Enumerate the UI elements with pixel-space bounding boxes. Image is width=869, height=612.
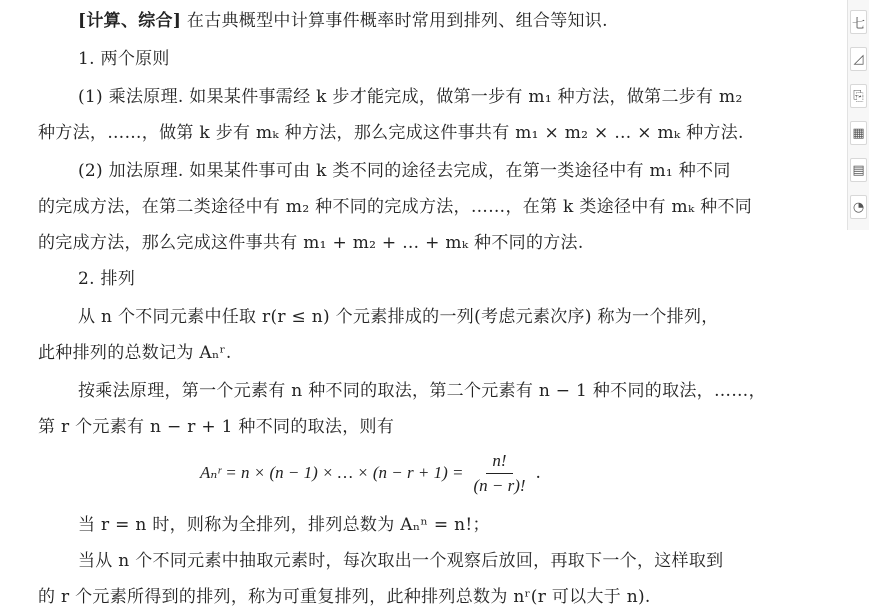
formula-denominator: (n − r)!: [473, 475, 526, 495]
clock-icon[interactable]: ◔: [850, 195, 867, 219]
repeated-permutation-line-2: 的 r 个元素所得到的排列，称为可重复排列，此种排列总数为 nʳ(r 可以大于 n).: [38, 587, 651, 607]
document-icon[interactable]: ▤: [850, 158, 867, 182]
multiplication-principle-line-1: (1) 乘法原理. 如果某件事需经 k 步才能完成，做第一步有 m₁ 种方法，做第二步有 m₂: [78, 87, 743, 107]
addition-principle-line-2: 的完成方法，在第二类途径中有 m₂ 种不同的完成方法，……，在第 k 类途径中有 mₖ 种不同: [38, 197, 753, 217]
permutation-definition-line-1: 从 n 个不同元素中任取 r(r ≤ n) 个元素排成的一列(考虑元素次序) 称为一个排列，: [78, 307, 719, 327]
addition-principle-line-1: (2) 加法原理. 如果某件事可由 k 类不同的途径去完成，在第一类途径中有 m₁ 种不同: [78, 161, 731, 181]
intro-text: 在古典概型中计算事件概率时常用到排列、组合等知识.: [186, 11, 608, 31]
section-1-heading: 1. 两个原则: [78, 49, 170, 69]
side-toolbar: [847, 0, 869, 230]
section-2-heading: 2. 排列: [78, 269, 136, 289]
full-permutation-line: 当 r = n 时，则称为全排列，排列总数为 Aₙⁿ = n!；: [78, 515, 490, 535]
permutation-formula: [200, 448, 541, 498]
repeated-permutation-line-1: 当从 n 个不同元素中抽取元素时，每次取出一个观察后放回，再取下一个，这样取到: [78, 551, 724, 571]
formula-lhs: Aₙʳ = n × (n − 1) × … × (n − r + 1) =: [200, 463, 464, 482]
permutation-count-line-2: 第 r 个元素有 n − r + 1 种不同的取法，则有: [38, 417, 395, 437]
triangle-ruler-icon[interactable]: ◿: [850, 47, 867, 71]
formula-fraction: [467, 451, 531, 496]
permutation-count-line-1: 按乘法原理，第一个元素有 n 种不同的取法，第二个元素有 n − 1 种不同的取法，……，: [78, 381, 766, 401]
clipboard-icon[interactable]: ⎘: [850, 84, 867, 108]
formula-end: .: [535, 463, 541, 483]
permutation-definition-line-2: 此种排列的总数记为 Aₙʳ.: [38, 343, 232, 363]
intro-line: [78, 6, 608, 31]
multiplication-principle-line-2: 种方法，……，做第 k 步有 mₖ 种方法，那么完成这件事共有 m₁ × m₂ × … × mₖ 种方法.: [38, 123, 744, 143]
text-tool-icon[interactable]: 七: [850, 10, 867, 34]
addition-principle-line-3: 的完成方法，那么完成这件事共有 m₁ + m₂ + … + mₖ 种不同的方法.: [38, 233, 584, 253]
intro-tag: [计算、综合]: [78, 11, 182, 31]
grid-icon[interactable]: ▦: [850, 121, 867, 145]
formula-numerator: n!: [486, 451, 512, 474]
